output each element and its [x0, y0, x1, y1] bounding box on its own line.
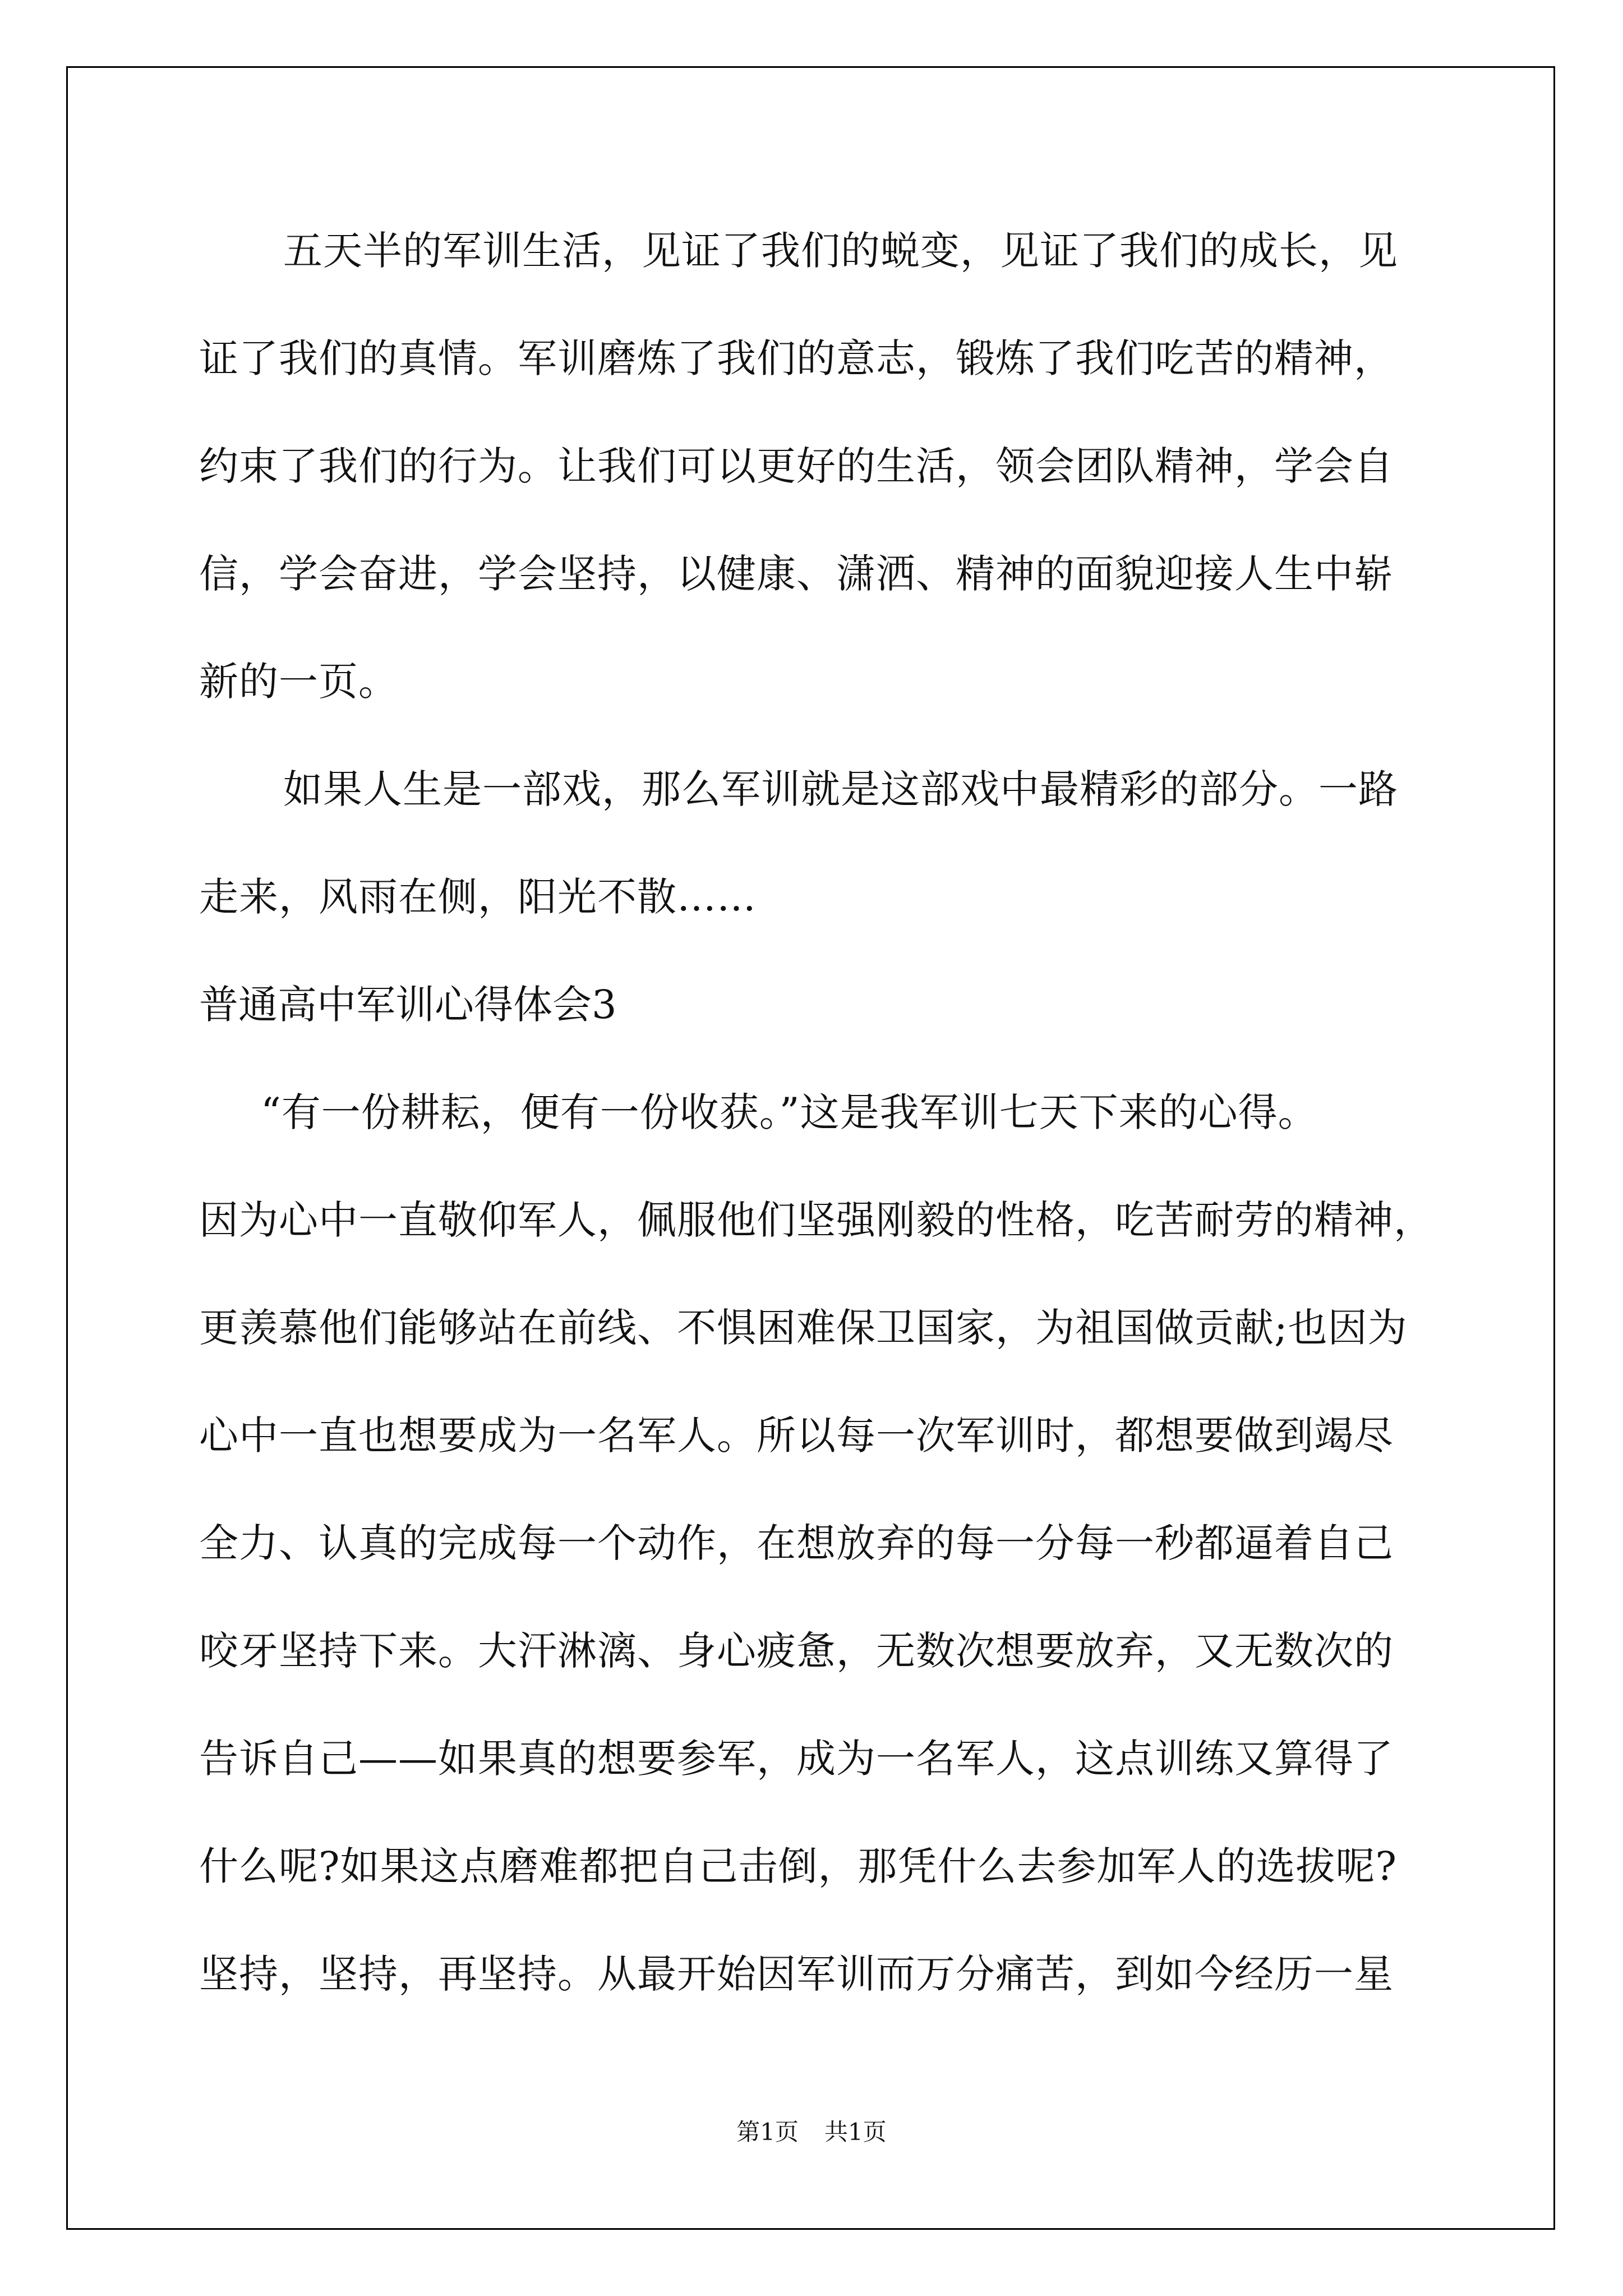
- text-line: 全力、认真的完成每一个动作，在想放弃的每一分每一秒都逼着自己: [199, 1520, 1394, 1566]
- text-line: 心中一直也想要成为一名军人。所以每一次军训时，都想要做到竭尽: [199, 1412, 1394, 1458]
- text-line: 如果人生是一部戏，那么军训就是这部戏中最精彩的部分。一路: [283, 766, 1398, 812]
- document-body: [199, 220, 1433, 2051]
- text-line: 约束了我们的行为。让我们可以更好的生活，领会团队精神，学会自: [199, 443, 1394, 489]
- page-footer: [0, 2114, 1623, 2147]
- text-line: 走来，风雨在侧，阳光不散……: [199, 874, 757, 920]
- page-number-total: 共1页: [824, 2118, 887, 2146]
- page-number-current: 第1页: [736, 2118, 799, 2146]
- section-heading: 普通高中军训心得体会3: [199, 982, 617, 1028]
- text-line: “有一份耕耘，便有一份收获。”这是我军训七天下来的心得。: [261, 1089, 1318, 1135]
- text-line: 信，学会奋进，学会坚持，以健康、潇洒、精神的面貌迎接人生中崭: [199, 551, 1394, 597]
- text-line: 坚持，坚持，再坚持。从最开始因军训而万分痛苦，到如今经历一星: [199, 1951, 1394, 1997]
- text-line: 五天半的军训生活，见证了我们的蜕变，见证了我们的成长，见: [283, 228, 1398, 274]
- text-line: 证了我们的真情。军训磨炼了我们的意志，锻炼了我们吃苦的精神，: [199, 335, 1394, 381]
- text-line: 咬牙坚持下来。大汗淋漓、身心疲惫，无数次想要放弃，又无数次的: [199, 1628, 1394, 1674]
- text-line: 更羡慕他们能够站在前线、不惧困难保卫国家，为祖国做贡献;也因为: [199, 1305, 1408, 1351]
- text-line: 什么呢?如果这点磨难都把自己击倒，那凭什么去参加军人的选拔呢?: [199, 1843, 1398, 1889]
- text-line: 新的一页。: [199, 659, 398, 705]
- text-line: 告诉自己——如果真的想要参军，成为一名军人，这点训练又算得了: [199, 1736, 1394, 1782]
- text-line: 因为心中一直敬仰军人，佩服他们坚强刚毅的性格，吃苦耐劳的精神，: [199, 1197, 1433, 1243]
